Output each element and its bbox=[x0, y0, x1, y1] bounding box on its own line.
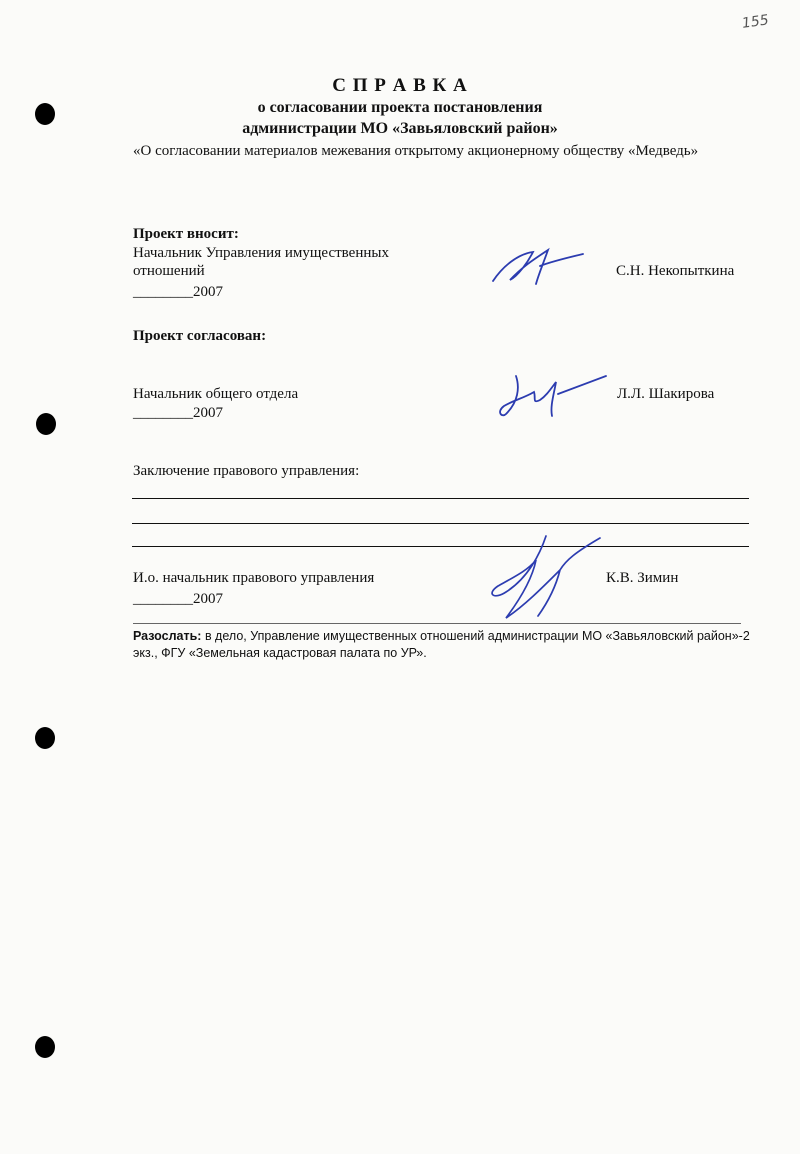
submitted-heading: Проект вносит: bbox=[133, 226, 239, 242]
submitted-position-line-1: Начальник Управления имущественных bbox=[133, 245, 389, 261]
document-title: С П Р А В К А bbox=[332, 75, 468, 96]
distribution-line-2: экз., ФГУ «Земельная кадастровая палата по УР». bbox=[133, 646, 427, 660]
conclusion-line-3 bbox=[132, 546, 749, 547]
submitted-date: ________2007 bbox=[133, 284, 223, 300]
signature-nekopytkina bbox=[488, 236, 588, 291]
legal-position: И.о. начальник правового управления bbox=[133, 570, 375, 586]
conclusion-line-2 bbox=[132, 523, 749, 524]
submitted-position-line-2: отношений bbox=[133, 263, 205, 279]
signature-shakirova bbox=[494, 368, 609, 423]
document-subject: «О согласовании материалов межевания открытому акционерному обществу «Медведь» bbox=[133, 143, 699, 159]
signature-zimin bbox=[476, 530, 606, 625]
distribution-separator bbox=[133, 623, 741, 624]
legal-date: ________2007 bbox=[133, 591, 223, 607]
punch-hole-4 bbox=[35, 1036, 55, 1058]
subtitle-line-2: администрации МО «Завьяловский район» bbox=[242, 120, 558, 137]
submitted-name: С.Н. Некопыткина bbox=[616, 263, 735, 279]
legal-heading: Заключение правового управления: bbox=[133, 463, 360, 479]
approved-name: Л.Л. Шакирова bbox=[617, 386, 715, 402]
legal-name: К.В. Зимин bbox=[606, 570, 679, 586]
conclusion-line-1 bbox=[132, 498, 749, 499]
punch-hole-2 bbox=[36, 413, 56, 435]
approved-position: Начальник общего отдела bbox=[133, 386, 299, 402]
distribution-line-1 bbox=[133, 629, 750, 643]
distribution-text-1: в дело, Управление имущественных отношений администрации МО «Завьяловский район»-2 bbox=[201, 629, 750, 643]
subtitle-line-1: о согласовании проекта постановления bbox=[257, 99, 543, 116]
approved-heading: Проект согласован: bbox=[133, 328, 267, 344]
distribution-label: Разослать: bbox=[133, 629, 202, 643]
page-number-handwritten: 155 bbox=[741, 12, 770, 32]
approved-date: ________2007 bbox=[133, 405, 223, 421]
punch-hole-3 bbox=[35, 727, 55, 749]
